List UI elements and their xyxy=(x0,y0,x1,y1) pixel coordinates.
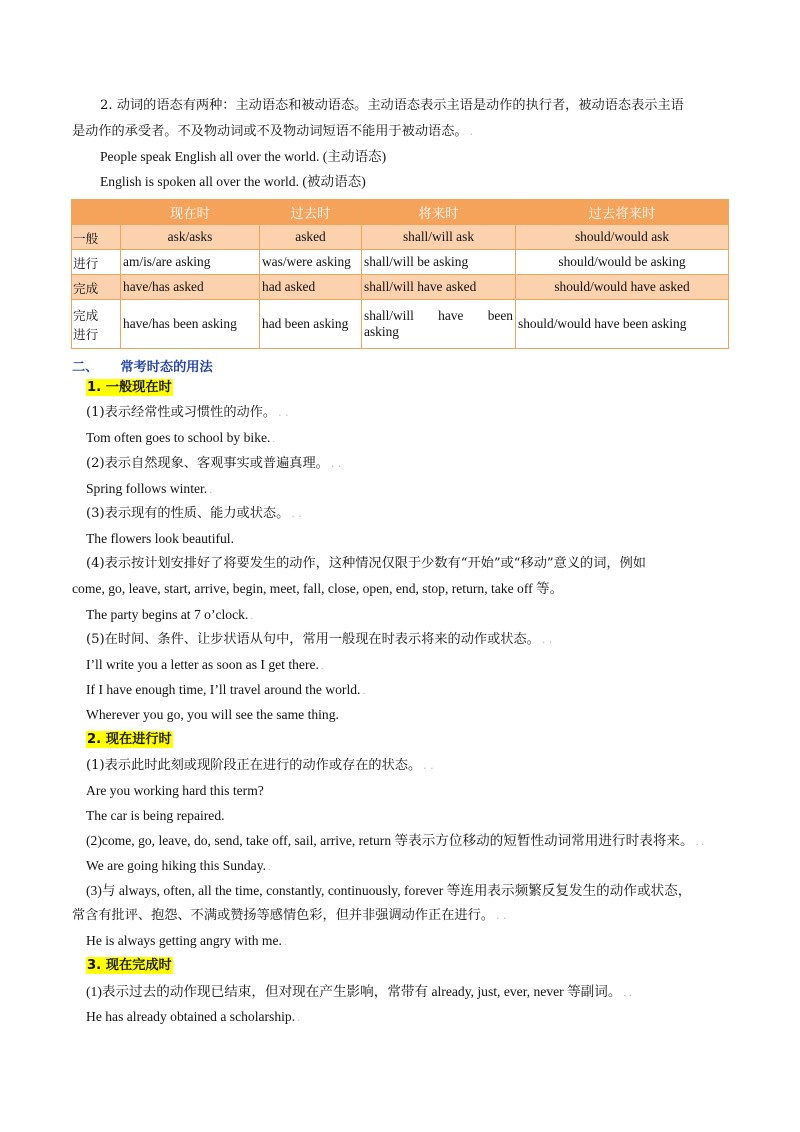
table-row xyxy=(72,225,729,250)
table-header-row xyxy=(72,200,729,225)
row-label: 进行 xyxy=(72,250,121,275)
row-label-line: 进行 xyxy=(73,327,99,342)
usage-line: (4)表示按计划安排好了将要发生的动作，这种情况仅限于少数有“开始”或“移动”意义的词，例如 xyxy=(86,556,646,571)
intro-example-passive: English is spoken all over the world. (被动语态) xyxy=(100,174,366,189)
example-line: We are going hiking this Sunday. . xyxy=(86,858,271,873)
example-line: The car is being repaired. xyxy=(86,808,225,823)
example-line: If I have enough time, I’ll travel around the world. . xyxy=(86,682,366,697)
heading-present-perfect: 3. 现在完成时 xyxy=(87,958,172,973)
table-cell: had asked xyxy=(260,275,362,300)
section-title: 二、 常考时态的用法 xyxy=(72,360,213,375)
usage-line: (1)表示经常性或习惯性的动作。 . . xyxy=(86,405,289,420)
table-cell: shall/will have asked xyxy=(362,275,516,300)
example-line: The flowers look beautiful. xyxy=(86,531,234,546)
table-cell: shall/will ask xyxy=(362,225,516,250)
row-label: 完成 xyxy=(72,275,121,300)
usage-line: (1)表示过去的动作现已结束，但对现在产生影响，常带有 already, just, ever, never 等副词。 . . xyxy=(86,984,632,999)
intro-paragraph-line-1: 2. 动词的语态有两种：主动语态和被动语态。主动语态表示主语是动作的执行者，被动语态表示主语 xyxy=(100,98,684,113)
table-cell xyxy=(362,300,516,349)
example-line: Spring follows winter. . xyxy=(86,481,212,496)
table-cell: was/were asking xyxy=(260,250,362,275)
example-line: Tom often goes to school by bike. . xyxy=(86,430,276,445)
table-cell: shall/will be asking xyxy=(362,250,516,275)
table-cell: have/has asked xyxy=(121,275,260,300)
cell-word: shall/will xyxy=(364,308,414,323)
future-cell-line-1 xyxy=(364,308,513,324)
usage-line: (1)表示此时此刻或现阶段正在进行的动作或存在的状态。 . . xyxy=(86,758,434,773)
cell-word: been xyxy=(487,308,513,323)
table-header-cell: 现在时 xyxy=(121,200,260,225)
future-cell-line-2: asking xyxy=(364,324,399,339)
example-line: He is always getting angry with me. . xyxy=(86,933,287,948)
intro-example-active: People speak English all over the world. (主动语态) xyxy=(100,149,387,164)
example-line: Wherever you go, you will see the same thing. xyxy=(86,707,339,722)
table-cell: should/would have been asking xyxy=(516,300,729,349)
table-header-cell: 过去时 xyxy=(260,200,362,225)
table-header-cell: 将来时 xyxy=(362,200,516,225)
table-cell: am/is/are asking xyxy=(121,250,260,275)
tense-voice-table xyxy=(71,199,729,349)
usage-line-continued: 常含有批评、抱怨、不满或赞扬等感情色彩，但并非强调动作正在进行。 . . xyxy=(72,908,507,923)
row-label: 一般 xyxy=(72,225,121,250)
usage-line: (3)表示现有的性质、能力或状态。 . . xyxy=(86,506,302,521)
usage-line: (2)come, go, leave, do, send, take off, sail, arrive, return 等表示方位移动的短暂性动词常用进行时表将来。 . . xyxy=(86,833,704,848)
intro-paragraph-line-2: 是动作的承受者。不及物动词或不及物动词短语不能用于被动语态。 . xyxy=(72,124,474,139)
row-label-line: 完成 xyxy=(73,308,99,323)
usage-line: (5)在时间、条件、让步状语从句中，常用一般现在时表示将来的动作或状态。 . . xyxy=(86,632,553,647)
table-cell: asked xyxy=(260,225,362,250)
heading-present-simple: 1. 一般现在时 xyxy=(87,380,172,395)
table-cell: should/would be asking xyxy=(516,250,729,275)
table-cell: should/would ask xyxy=(516,225,729,250)
table-header-cell xyxy=(72,200,121,225)
example-line: The party begins at 7 o’clock. . xyxy=(86,607,254,622)
example-line: Are you working hard this term? xyxy=(86,783,264,798)
usage-line-continued: come, go, leave, start, arrive, begin, meet, fall, close, open, end, stop, return, take off 等。 xyxy=(72,581,564,596)
example-line: I’ll write you a letter as soon as I get there. . xyxy=(86,657,324,672)
usage-line: (2)表示自然现象、客观事实或普遍真理。 . . xyxy=(86,456,342,471)
table-cell: have/has been asking xyxy=(121,300,260,349)
table-row xyxy=(72,275,729,300)
table-row xyxy=(72,250,729,275)
table-header-cell: 过去将来时 xyxy=(516,200,729,225)
table-cell: ask/asks xyxy=(121,225,260,250)
table-cell: should/would have asked xyxy=(516,275,729,300)
example-line: He has already obtained a scholarship. . xyxy=(86,1009,300,1024)
cell-word: have xyxy=(438,308,464,323)
usage-line: (3)与 always, often, all the time, constantly, continuously, forever 等连用表示频繁反复发生的动作或状态， xyxy=(86,883,692,898)
table-cell: had been asking xyxy=(260,300,362,349)
heading-present-continuous: 2. 现在进行时 xyxy=(87,732,172,747)
table-row xyxy=(72,300,729,349)
row-label xyxy=(72,300,121,349)
